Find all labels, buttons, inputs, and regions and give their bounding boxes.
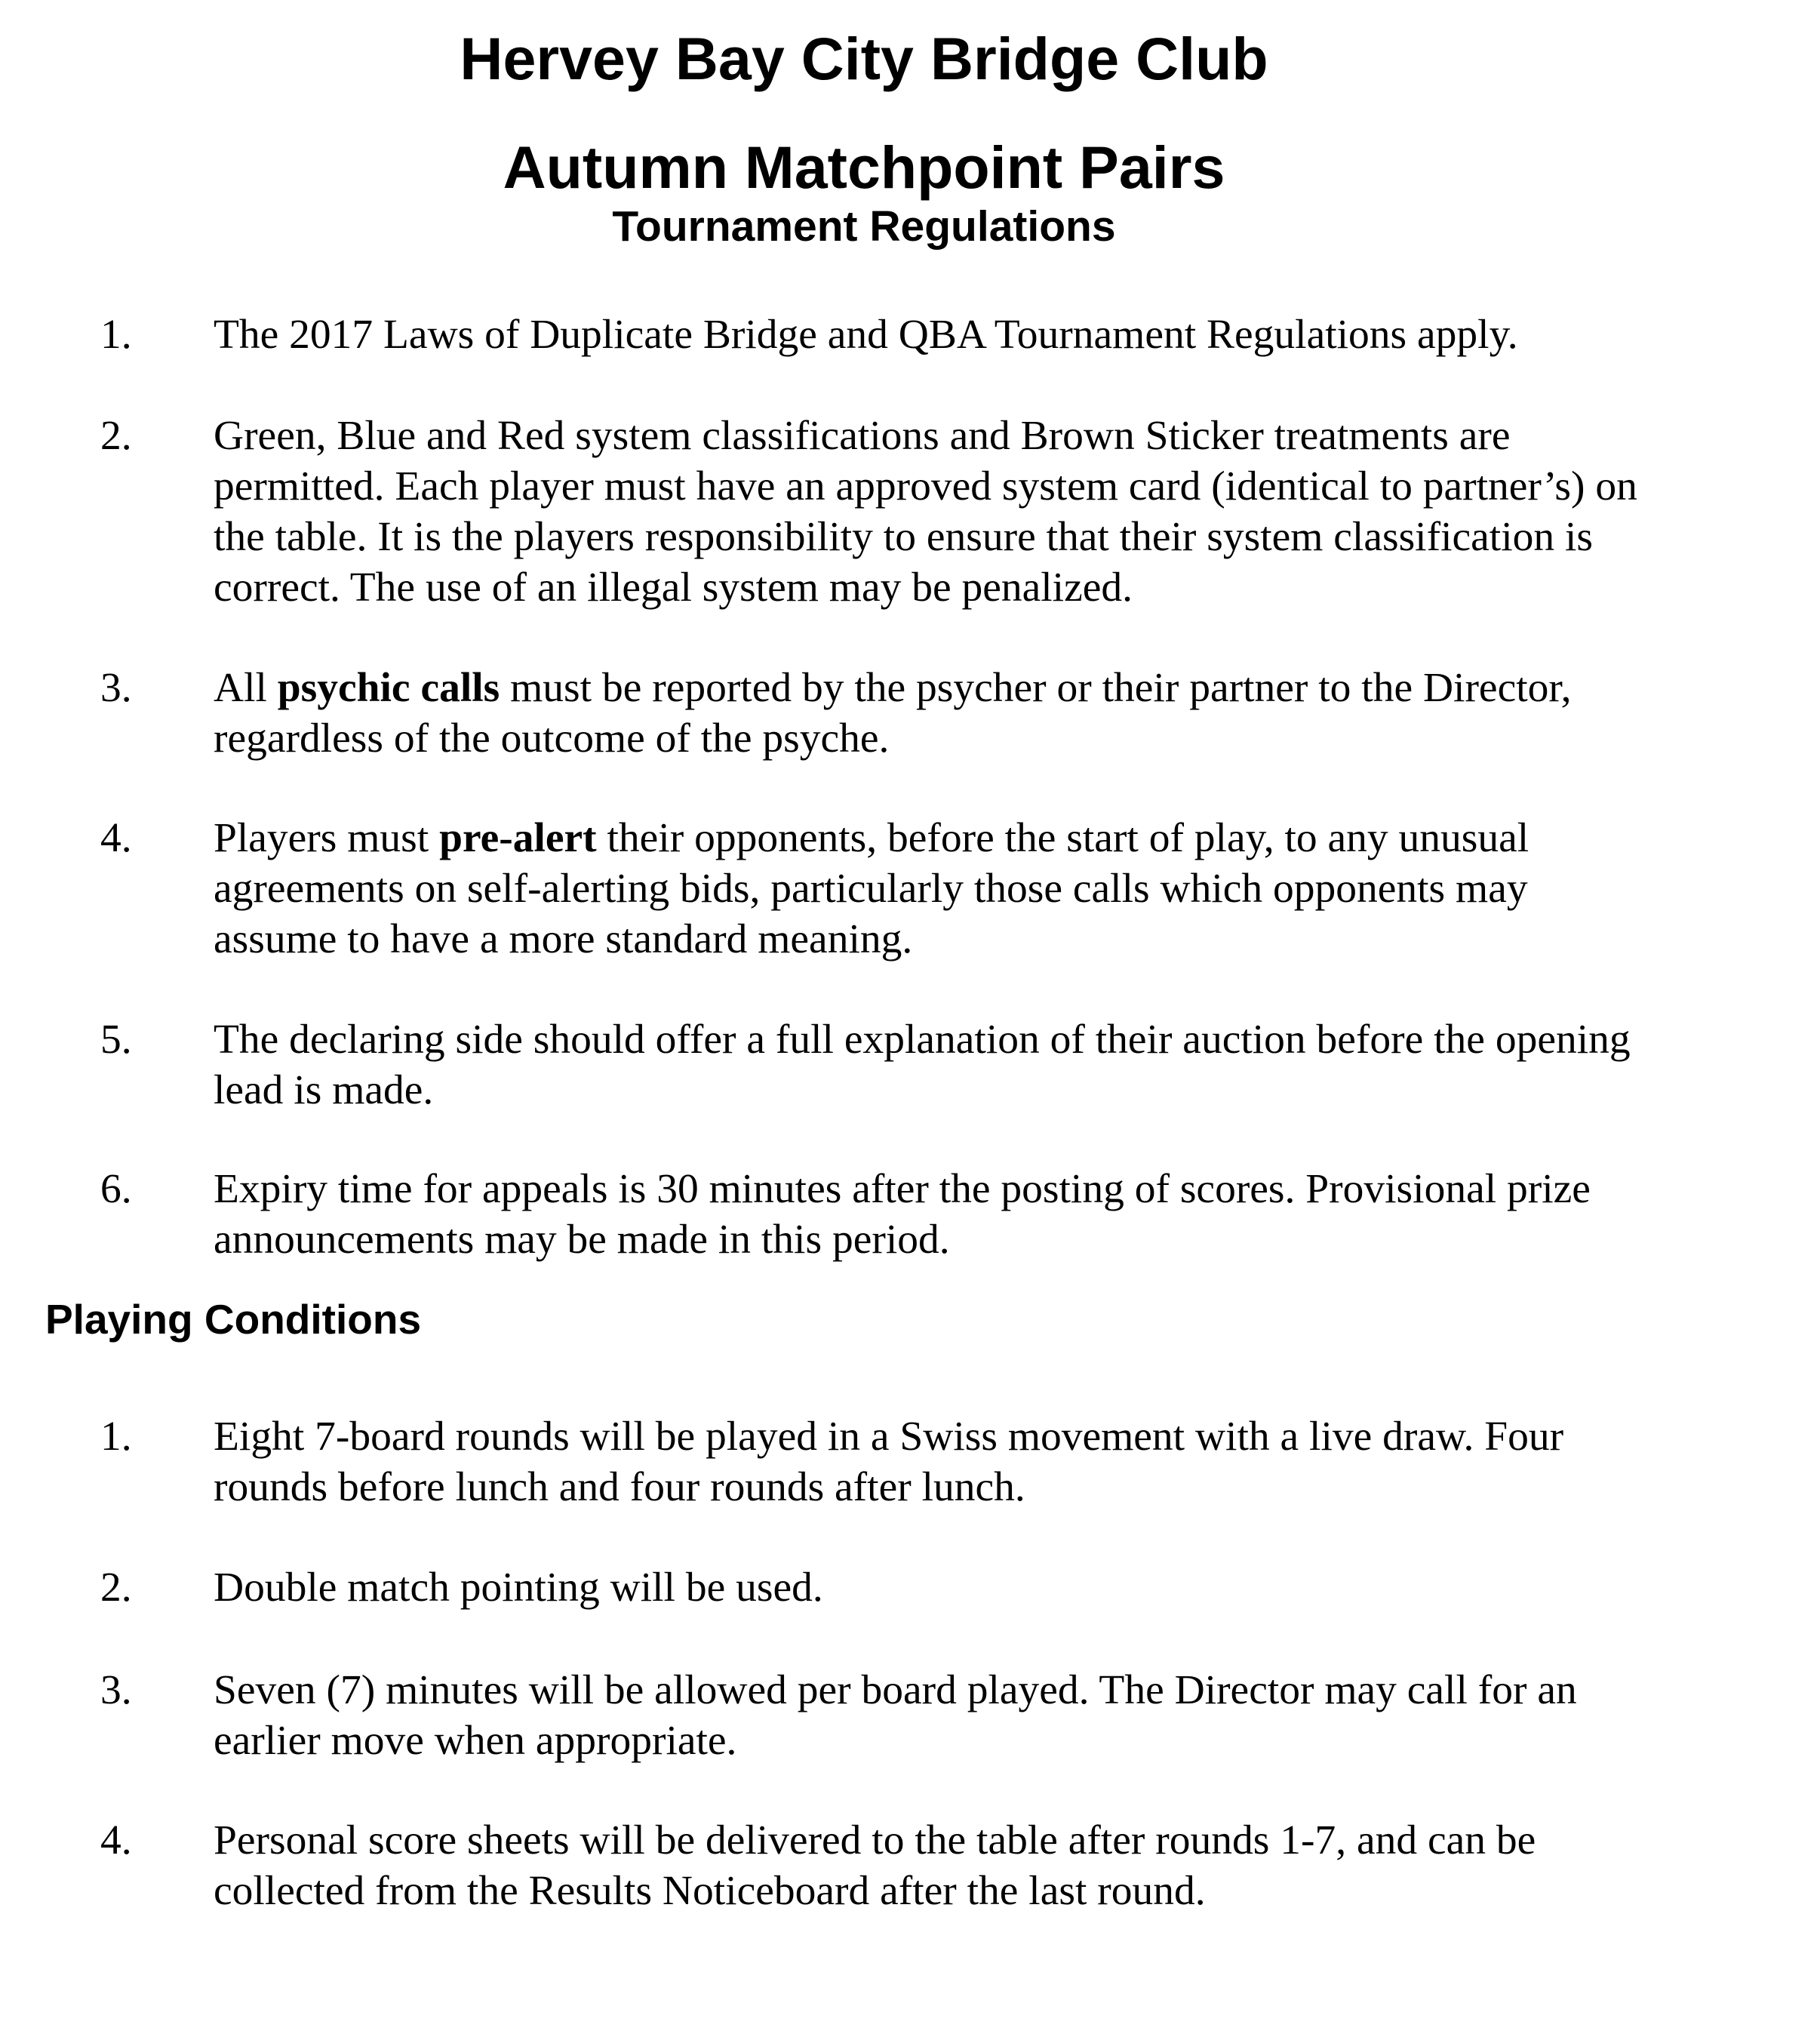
- text-segment: correct. The use of an illegal system may be penalized.: [214, 565, 1133, 611]
- text-segment: the table. It is the players responsibility to ensure that their system classification is: [214, 514, 1594, 560]
- text-line: [214, 813, 1723, 863]
- text-segment: their opponents, before the start of play, to any unusual: [596, 815, 1529, 861]
- text-line: [214, 1164, 1723, 1214]
- text-line: [214, 1665, 1723, 1715]
- text-segment: All: [214, 665, 278, 711]
- text-segment: must be reported by the psycher or their partner to the Director,: [500, 665, 1572, 711]
- text-segment: lead is made.: [214, 1067, 434, 1113]
- text-segment: rounds before lunch and four rounds after lunch.: [214, 1464, 1025, 1510]
- playing-condition-item-text: [214, 1411, 1723, 1512]
- text-segment: agreements on self-alerting bids, particularly those calls which opponents may: [214, 866, 1528, 912]
- emphasized-term: pre-alert: [439, 815, 597, 861]
- text-segment: permitted. Each player must have an approved system card (identical to partner’s) on: [214, 463, 1637, 509]
- regulation-item-number: 6.: [100, 1166, 132, 1212]
- playing-condition-item-text: [214, 1815, 1723, 1916]
- regulation-item-text: [214, 813, 1723, 965]
- text-line: [214, 663, 1723, 713]
- text-segment: Personal score sheets will be delivered to the table after rounds 1-7, and can be: [214, 1817, 1536, 1863]
- text-segment: announcements may be made in this period.: [214, 1217, 950, 1263]
- text-segment: Double match pointing will be used.: [214, 1565, 823, 1611]
- text-segment: Seven (7) minutes will be allowed per board played. The Director may call for an: [214, 1667, 1577, 1713]
- playing-condition-item-text: [214, 1562, 1723, 1613]
- text-line: [214, 1014, 1723, 1065]
- regulation-item-text: [214, 663, 1723, 764]
- regulation-item-number: 1.: [100, 312, 132, 358]
- text-line: [214, 1562, 1723, 1613]
- text-line: [214, 1411, 1723, 1462]
- text-line: [214, 1815, 1723, 1866]
- text-line: [214, 562, 1723, 613]
- text-segment: Green, Blue and Red system classifications and Brown Sticker treatments are: [214, 413, 1511, 459]
- text-line: [214, 914, 1723, 965]
- text-segment: assume to have a more standard meaning.: [214, 916, 913, 962]
- text-segment: Eight 7-board rounds will be played in a Swiss movement with a live draw. Four: [214, 1414, 1564, 1460]
- text-line: [214, 713, 1723, 764]
- text-line: [214, 1065, 1723, 1115]
- text-line: [214, 863, 1723, 914]
- text-line: [214, 512, 1723, 562]
- club-title: Hervey Bay City Bridge Club: [460, 25, 1268, 92]
- regulation-item-number: 2.: [100, 413, 132, 459]
- text-line: [214, 1866, 1723, 1916]
- text-segment: Players must: [214, 815, 440, 861]
- playing-conditions-heading: Playing Conditions: [45, 1296, 422, 1343]
- text-line: [214, 1214, 1723, 1265]
- text-segment: The 2017 Laws of Duplicate Bridge and QBA Tournament Regulations apply.: [214, 312, 1518, 358]
- regulation-item-number: 5.: [100, 1017, 132, 1063]
- text-segment: collected from the Results Noticeboard after the last round.: [214, 1868, 1206, 1914]
- regulation-item-text: [214, 1014, 1723, 1115]
- text-line: [214, 309, 1723, 360]
- playing-condition-item-number: 2.: [100, 1565, 132, 1611]
- text-segment: regardless of the outcome of the psyche.: [214, 715, 890, 762]
- event-title: Autumn Matchpoint Pairs: [503, 134, 1225, 201]
- regulation-item-number: 4.: [100, 815, 132, 861]
- text-line: [214, 1715, 1723, 1766]
- regulation-item-text: [214, 1164, 1723, 1265]
- text-line: [214, 461, 1723, 512]
- emphasized-term: psychic calls: [277, 665, 500, 711]
- text-segment: Expiry time for appeals is 30 minutes after the posting of scores. Provisional prize: [214, 1166, 1591, 1212]
- text-segment: earlier move when appropriate.: [214, 1718, 737, 1764]
- playing-condition-item-number: 4.: [100, 1817, 132, 1863]
- text-segment: The declaring side should offer a full explanation of their auction before the opening: [214, 1017, 1631, 1063]
- playing-condition-item-number: 3.: [100, 1667, 132, 1713]
- regulation-item-text: [214, 411, 1723, 613]
- regulations-subtitle: Tournament Regulations: [612, 202, 1116, 251]
- playing-condition-item-number: 1.: [100, 1414, 132, 1460]
- playing-condition-item-text: [214, 1665, 1723, 1766]
- text-line: [214, 411, 1723, 461]
- regulation-item-number: 3.: [100, 665, 132, 711]
- text-line: [214, 1462, 1723, 1512]
- regulation-item-text: [214, 309, 1723, 360]
